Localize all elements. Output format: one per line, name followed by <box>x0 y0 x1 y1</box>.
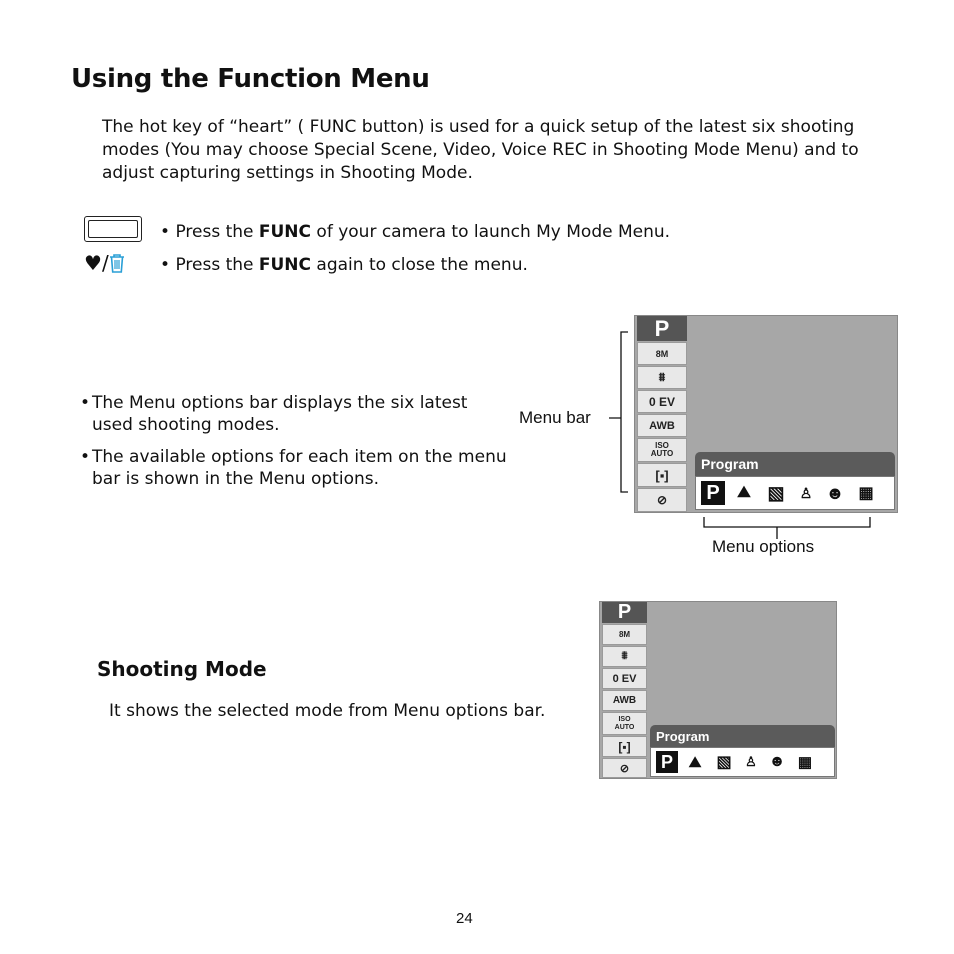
landscape-icon: ⛰ <box>737 484 751 501</box>
scenery-icon: ▧ <box>767 482 785 503</box>
func-button-icon <box>84 216 142 242</box>
building-icon: ▦ <box>797 754 813 771</box>
resolution-icon: 8M <box>602 624 647 645</box>
shooting-mode-heading: Shooting Mode <box>97 657 267 681</box>
building-icon: ▦ <box>858 485 874 502</box>
night-portrait-icon: ♙ <box>799 484 813 501</box>
menu-bar-bracket <box>606 330 636 495</box>
quality-icon: ⩩ <box>637 366 687 389</box>
iso-setting: ISO AUTO <box>637 438 687 462</box>
menu-options-label: Menu options <box>712 537 815 556</box>
scenery-icon: ▧ <box>716 754 732 771</box>
color-effect-icon: ⊘ <box>602 758 647 778</box>
options-panel <box>650 747 835 777</box>
mode-indicator: P <box>602 602 647 623</box>
metering-icon: [▪] <box>602 736 647 757</box>
exposure-value: 0 EV <box>602 668 647 689</box>
menu-note-1: • The Menu options bar displays the six latest used shooting modes. <box>80 393 468 435</box>
page-number: 24 <box>456 910 473 927</box>
func-step-2: • Press the FUNC again to close the menu. <box>160 255 528 275</box>
options-title: Program <box>695 452 895 476</box>
resolution-icon: 8M <box>637 342 687 365</box>
heart-icon: ♥ <box>84 251 102 275</box>
menu-note-2: • The available options for each item on the menu bar is shown in the Menu options. <box>80 447 507 489</box>
menu-bar-label: Menu bar <box>519 408 591 427</box>
exposure-value: 0 EV <box>637 390 687 413</box>
smile-icon: ☻ <box>768 753 786 770</box>
camera-screen-large <box>634 315 898 513</box>
white-balance: AWB <box>602 690 647 711</box>
night-portrait-icon: ♙ <box>745 754 757 769</box>
func-step-1: • Press the FUNC of your camera to launch My Mode Menu. <box>160 222 671 242</box>
color-effect-icon: ⊘ <box>637 488 687 512</box>
options-title: Program <box>650 725 835 747</box>
camera-screen-small <box>599 601 837 779</box>
iso-setting: ISO AUTO <box>602 712 647 735</box>
program-mode-icon: P <box>656 751 678 773</box>
program-mode-icon: P <box>701 481 725 505</box>
landscape-icon: ⛰ <box>688 753 702 771</box>
quality-icon: ⩩ <box>602 646 647 667</box>
intro-paragraph: The hot key of “heart” ( FUNC button) is used for a quick setup of the latest six shooting modes (You may choose Special Scene, Video, Voice REC in Shooting Mode Menu) and to adjust capturing settings in Shooting Mode. <box>102 117 859 183</box>
page-title: Using the Function Menu <box>71 64 430 94</box>
shooting-mode-text: It shows the selected mode from Menu options bar. <box>109 701 546 721</box>
options-panel <box>695 476 895 510</box>
smile-icon: ☻ <box>825 482 845 503</box>
metering-icon: [▪] <box>637 463 687 487</box>
white-balance: AWB <box>637 414 687 437</box>
trash-icon <box>109 254 125 274</box>
heart-trash-hotkey-icon: ♥/ <box>84 251 125 275</box>
mode-indicator: P <box>637 316 687 341</box>
